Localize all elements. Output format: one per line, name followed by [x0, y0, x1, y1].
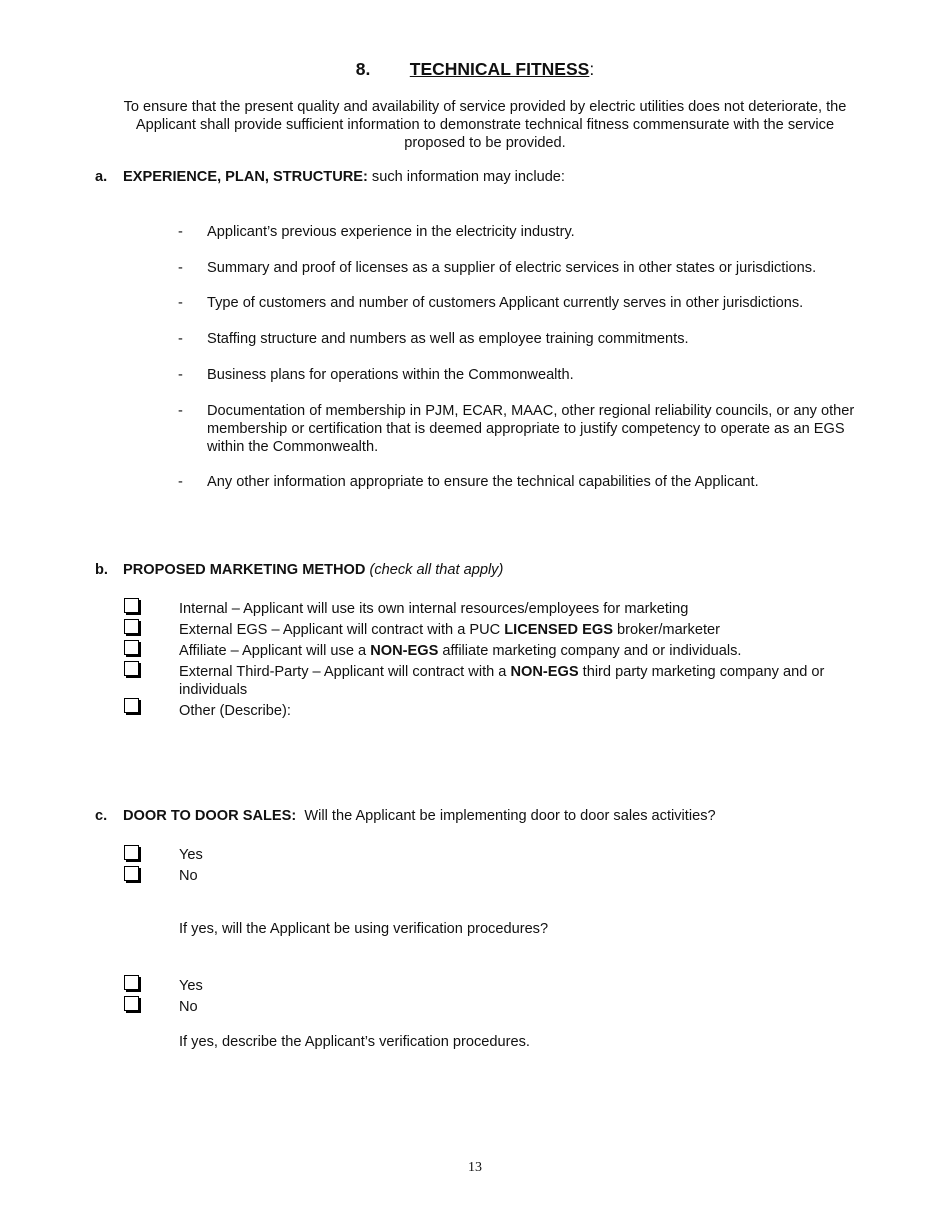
part-b-lead: PROPOSED MARKETING METHOD [123, 562, 366, 578]
list-item [178, 473, 884, 491]
option-other-label: Other (Describe): [179, 703, 291, 719]
verification-question: If yes, will the Applicant be using verification procedures? [179, 921, 549, 937]
part-c-letter: c. [95, 808, 108, 824]
checkbox-external-third-party[interactable] [124, 661, 139, 676]
list-item-text: Business plans for operations within the Commonwealth. [207, 367, 574, 383]
list-item-text: Documentation of membership in PJM, ECAR, MAAC, other regional reliability councils, or any other membership or certification that is deemed appropriate to justify competency to operate as an EGS within the Commonwealth. [207, 403, 855, 455]
option-affiliate-label: Affiliate – Applicant will use a NON-EGS affiliate marketing company and or individuals. [179, 643, 742, 659]
bullet-dash: - [178, 224, 183, 240]
section-heading [0, 59, 950, 80]
section-title: TECHNICAL FITNESS [409, 59, 590, 79]
part-b-note: (check all that apply) [369, 562, 504, 578]
part-c-lead: DOOR TO DOOR SALES: [123, 808, 297, 824]
bullet-dash: - [178, 295, 183, 311]
bullet-dash: - [178, 474, 183, 490]
verification-no-label: No [179, 999, 198, 1015]
checkbox-door-to-door-yes[interactable] [124, 845, 139, 860]
list-item-text: Applicant’s previous experience in the electricity industry. [207, 224, 575, 240]
door-to-door-yes-label: Yes [179, 847, 203, 863]
verification-describe: If yes, describe the Applicant’s verification procedures. [179, 1034, 530, 1050]
checkbox-verification-no[interactable] [124, 996, 139, 1011]
list-item [178, 294, 884, 312]
bullet-dash: - [178, 367, 183, 383]
list-item [178, 223, 884, 241]
section-intro: To ensure that the present quality and availability of service provided by electric utilities does not deteriorate, the Applicant shall provide sufficient information to demonstrate technical fitness commensurate with the service proposed to be provided. [123, 99, 847, 151]
list-item [178, 259, 884, 277]
section-number: 8. [355, 59, 371, 79]
bullet-dash: - [178, 260, 183, 276]
option-internal-label: Internal – Applicant will use its own internal resources/employees for marketing [179, 601, 689, 617]
list-item-text: Type of customers and number of customers Applicant currently serves in other jurisdictions. [207, 295, 804, 311]
option-external-egs-label: External EGS – Applicant will contract with a PUC LICENSED EGS broker/marketer [179, 622, 720, 638]
part-b-letter: b. [95, 562, 108, 578]
part-c-question: Will the Applicant be implementing door to door sales activities? [296, 808, 716, 824]
list-item [178, 402, 884, 456]
part-a-lead: EXPERIENCE, PLAN, STRUCTURE: [123, 169, 368, 185]
checkbox-internal[interactable] [124, 598, 139, 613]
part-a-letter: a. [95, 169, 108, 185]
door-to-door-no-label: No [179, 868, 198, 884]
verification-yes-label: Yes [179, 978, 203, 994]
bullet-dash: - [178, 331, 183, 347]
list-item-text: Staffing structure and numbers as well as employee training commitments. [207, 331, 689, 347]
list-item [178, 330, 884, 348]
option-third-party-label: External Third-Party – Applicant will contract with a NON-EGS third party marketing company and or individuals [179, 664, 825, 698]
list-item-text: Any other information appropriate to ensure the technical capabilities of the Applicant. [207, 474, 759, 490]
part-c-heading [95, 808, 716, 824]
checkbox-external-egs[interactable] [124, 619, 139, 634]
checkbox-verification-yes[interactable] [124, 975, 139, 990]
checkbox-other[interactable] [124, 698, 139, 713]
section-title-colon: : [589, 59, 595, 79]
part-a-heading [95, 169, 565, 185]
part-a-rest: such information may include: [367, 169, 565, 185]
checkbox-affiliate[interactable] [124, 640, 139, 655]
list-item [178, 366, 884, 384]
list-item-text: Summary and proof of licenses as a supplier of electric services in other states or jurisdictions. [207, 260, 817, 276]
bullet-dash: - [178, 403, 183, 419]
page-number: 13 [468, 1160, 482, 1175]
part-b-heading [95, 562, 503, 578]
checkbox-door-to-door-no[interactable] [124, 866, 139, 881]
